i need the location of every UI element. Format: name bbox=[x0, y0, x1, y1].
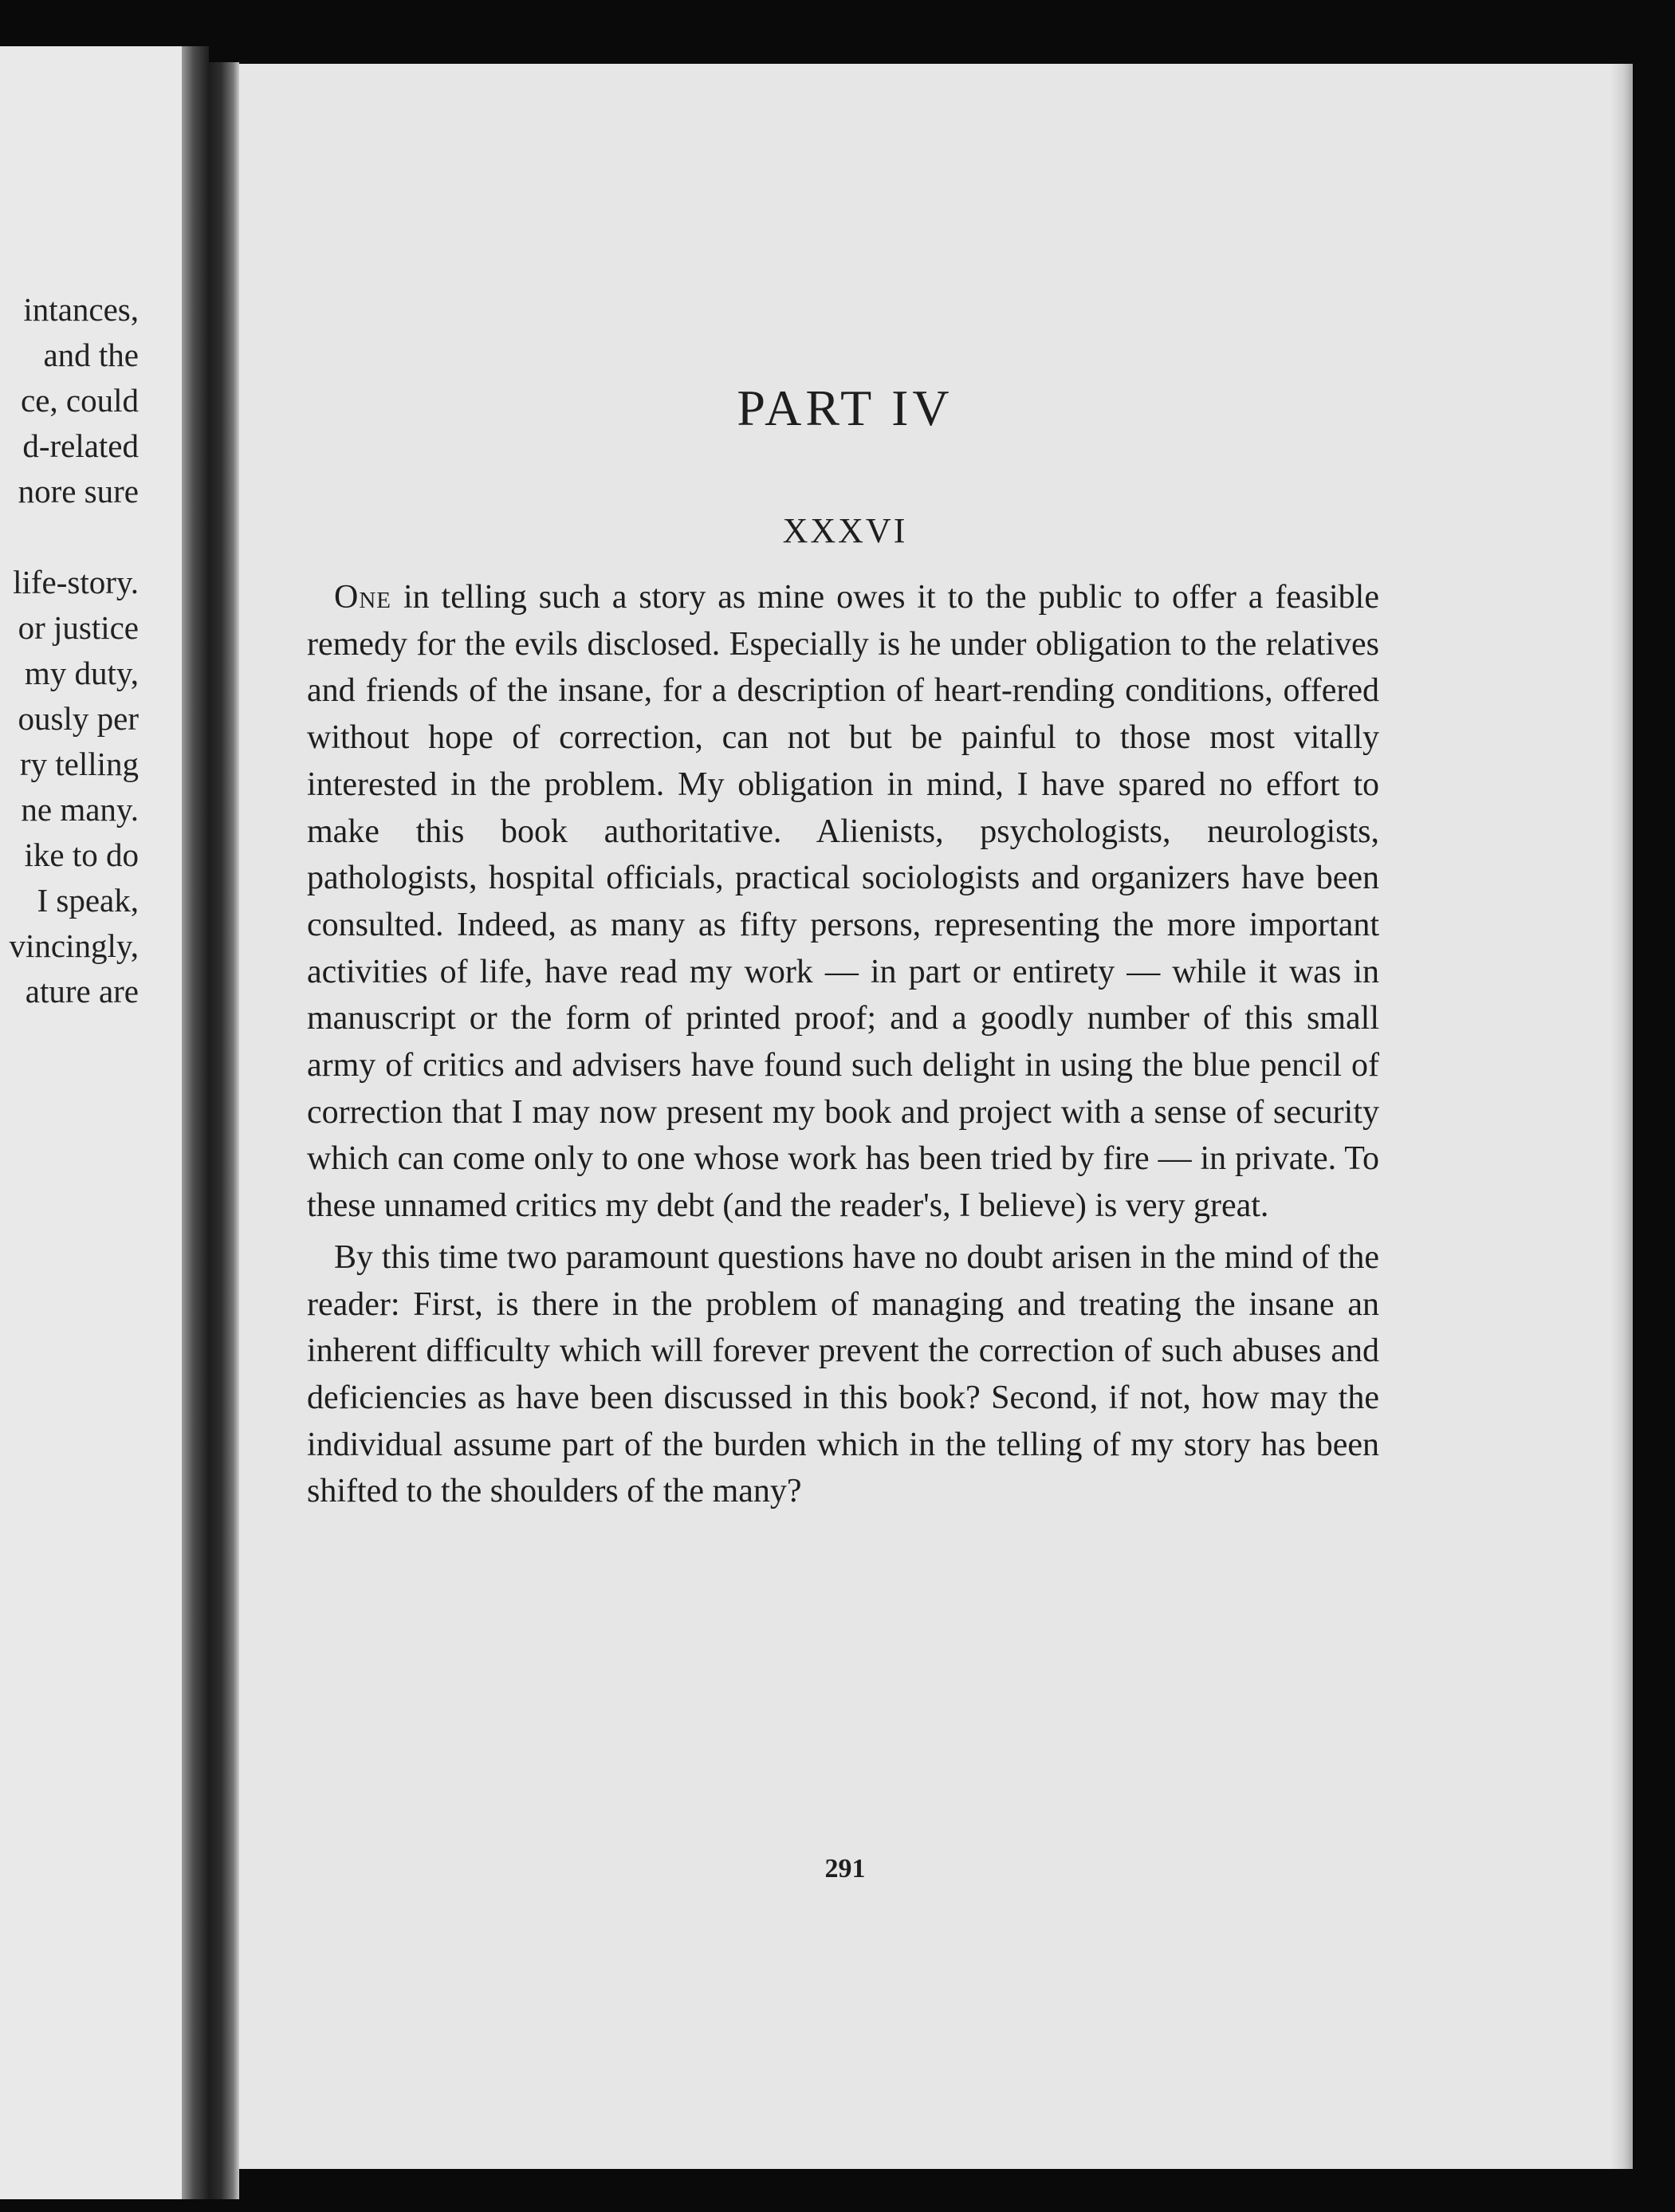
paragraph-text: By this time two paramount questions have no doubt arisen in the mind of the reader: First, is there in the problem of managing and treating the insane an inherent difficulty which will forever prevent the correction of such abuses and deficiencies as have been discussed in this book? Second, if not, how may the individual assume part of the burden which in the telling of my story has been shifted to the shoulders of the many? bbox=[307, 1238, 1379, 1510]
previous-page-line: ously per bbox=[18, 700, 139, 737]
body-text bbox=[307, 574, 1379, 1515]
previous-page-line: I speak, bbox=[37, 882, 139, 919]
previous-page-line: or justice bbox=[18, 609, 139, 646]
previous-page-line: ne many. bbox=[21, 791, 139, 828]
page-number: 291 bbox=[824, 1854, 866, 1883]
chapter-number: XXXVI bbox=[782, 511, 908, 550]
previous-page bbox=[0, 46, 209, 2199]
book-spine bbox=[209, 62, 239, 2199]
page-edge-shadow bbox=[1610, 64, 1633, 2169]
previous-page-line: vincingly, bbox=[9, 927, 139, 964]
previous-page-line: my duty, bbox=[24, 655, 139, 691]
previous-page-line: d-related bbox=[22, 427, 139, 464]
previous-page-line: intances, bbox=[23, 291, 139, 328]
paragraph bbox=[307, 1234, 1379, 1515]
current-page bbox=[239, 64, 1633, 2169]
previous-page-text bbox=[10, 287, 139, 1014]
previous-page-line: ry telling bbox=[19, 746, 139, 782]
previous-page-line: ce, could bbox=[21, 382, 139, 419]
previous-page-line: and the bbox=[43, 337, 139, 373]
part-title: PART IV bbox=[737, 380, 953, 436]
previous-page-line: life-story. bbox=[13, 564, 139, 600]
previous-page-line: ike to do bbox=[24, 836, 139, 873]
page-gutter-shadow bbox=[182, 46, 209, 2199]
previous-page-line: ature are bbox=[25, 973, 139, 1010]
paragraph-text: in telling such a story as mine owes it to the public to offer a feasible remedy for the evils disclosed. Especially is he under obligation to the relatives and friends of the insane, for a description of heart-rending conditions, offered without hope of correction, can not but be painful to those most vitally interested in the problem. My obligation in mind, I have spared no effort to make this book authoritative. Alienists, psychologists, neurologists, pathologists, hospital officials, practical sociologists and organizers have been consulted. Indeed, as many as fifty persons, representing the more important activities of life, have read my work — in part or entirety — while it was in manuscript or the form of printed proof; and a goodly number of this small army of critics and advisers have found such delight in using the blue pencil of correction that I may now present my book and project with a sense of security which can come only to one whose work has been tried by fire — in private. To these unnamed critics my debt (and the reader's, I believe) is very great. bbox=[307, 579, 1379, 1225]
drop-lead-word: One bbox=[334, 579, 391, 616]
paragraph-gap bbox=[10, 514, 139, 560]
previous-page-line: nore sure bbox=[18, 473, 139, 510]
paragraph bbox=[307, 574, 1379, 1230]
